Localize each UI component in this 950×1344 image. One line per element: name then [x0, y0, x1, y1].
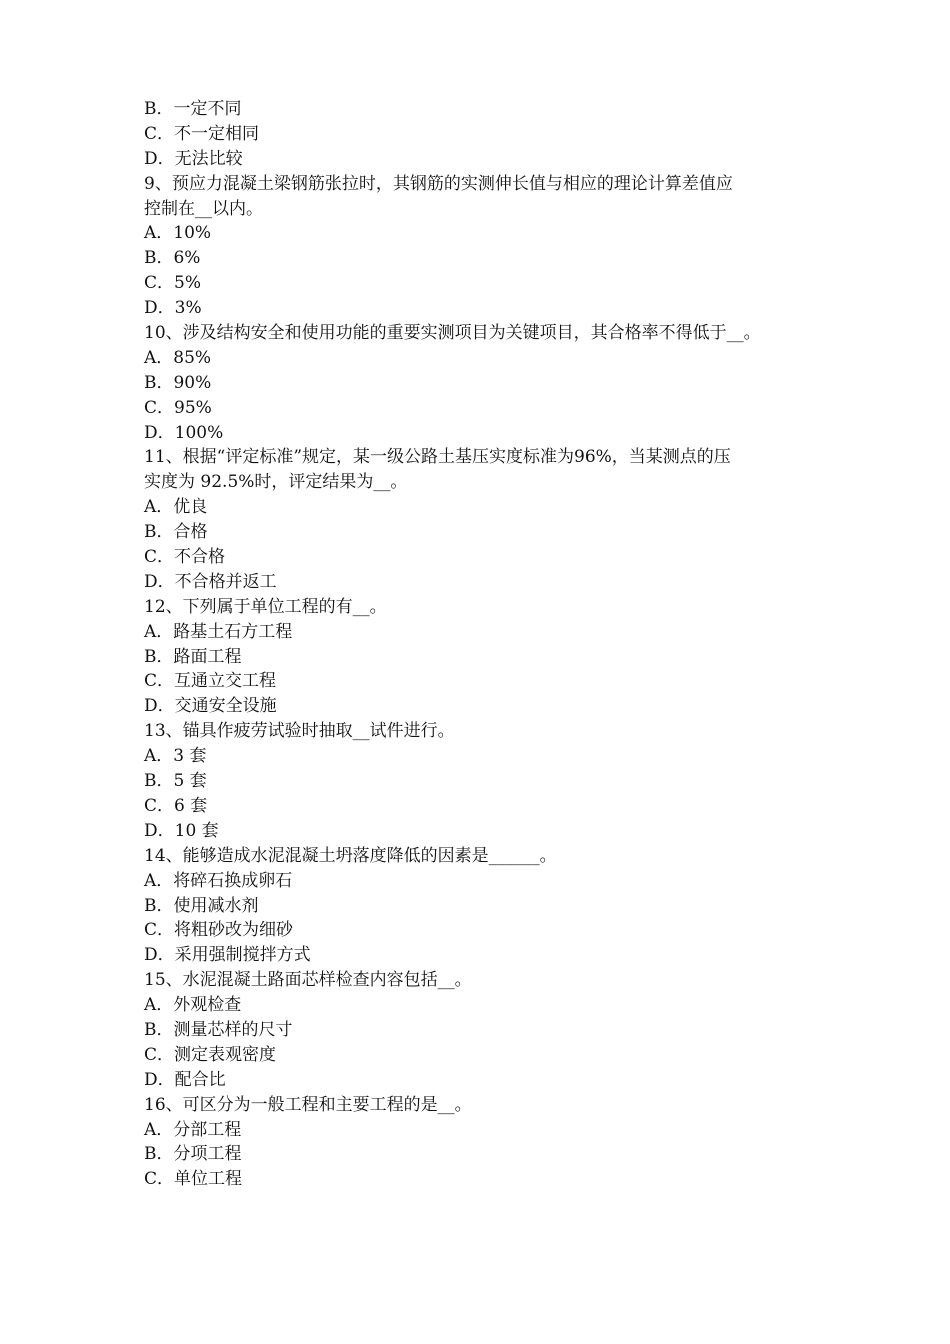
option-c-q13: C．6 套 — [144, 795, 208, 816]
question-9: 9、预应力混凝土梁钢筋张拉时，其钢筋的实测伸长值与相应的理论计算差值应 — [144, 173, 733, 194]
option-a-q15: A．外观检查 — [144, 995, 242, 1016]
option-a-q16: A．分部工程 — [144, 1119, 242, 1140]
option-a-q14: A．将碎石换成卵石 — [144, 870, 293, 891]
option-c-q15: C．测定表观密度 — [144, 1044, 277, 1065]
option-d-q11: D．不合格并返工 — [144, 571, 277, 592]
option-d-q14: D．采用强制搅拌方式 — [144, 945, 311, 966]
option-b-q9: B．6% — [144, 248, 201, 269]
question-12: 12、下列属于单位工程的有__。 — [144, 596, 387, 617]
question-11: 11、根据“评定标准”规定，某一级公路土基压实度标准为96%，当某测点的压 — [144, 447, 731, 468]
question-9-continued: 控制在__以内。 — [144, 198, 263, 219]
question-10: 10、涉及结构安全和使用功能的重要实测项目为关键项目，其合格率不得低于__。 — [144, 323, 761, 344]
option-c-q14: C．将粗砂改为细砂 — [144, 920, 294, 941]
option-b-q8: B．一定不同 — [144, 99, 242, 119]
option-c-q10: C．95% — [144, 397, 212, 418]
question-11-continued: 实度为 92.5%时，评定结果为__。 — [144, 472, 408, 493]
option-c-q11: C．不合格 — [144, 547, 226, 568]
option-a-q12: A．路基土石方工程 — [144, 621, 293, 642]
option-a-q13: A．3 套 — [144, 746, 207, 767]
option-a-q9: A．10% — [144, 223, 212, 244]
option-c-q12: C．互通立交工程 — [144, 671, 277, 692]
option-b-q15: B．测量芯样的尺寸 — [144, 1019, 293, 1040]
option-d-q12: D．交通安全设施 — [144, 696, 277, 717]
option-c-q9: C．5% — [144, 273, 201, 294]
option-b-q13: B．5 套 — [144, 771, 207, 792]
option-c-q16: C．单位工程 — [144, 1169, 243, 1190]
option-d-q9: D．3% — [144, 298, 202, 319]
option-b-q14: B．使用减水剂 — [144, 895, 259, 916]
option-d-q13: D．10 套 — [144, 820, 219, 841]
question-15: 15、水泥混凝土路面芯样检查内容包括__。 — [144, 970, 472, 991]
document-body — [144, 97, 814, 1192]
option-a-q10: A．85% — [144, 347, 212, 368]
question-16: 16、可区分为一般工程和主要工程的是__。 — [144, 1094, 472, 1115]
option-b-q16: B．分项工程 — [144, 1144, 242, 1165]
question-13: 13、锚具作疲劳试验时抽取__试件进行。 — [144, 721, 455, 742]
option-a-q11: A．优良 — [144, 497, 208, 518]
option-b-q11: B．合格 — [144, 522, 208, 543]
option-b-q10: B．90% — [144, 372, 212, 393]
option-b-q12: B．路面工程 — [144, 646, 242, 667]
option-c-q8: C．不一定相同 — [144, 123, 260, 144]
question-14: 14、能够造成水泥混凝土坍落度降低的因素是______。 — [144, 845, 557, 866]
option-d-q8: D．无法比较 — [144, 148, 243, 169]
option-d-q15: D．配合比 — [144, 1069, 226, 1090]
option-d-q10: D．100% — [144, 422, 224, 443]
